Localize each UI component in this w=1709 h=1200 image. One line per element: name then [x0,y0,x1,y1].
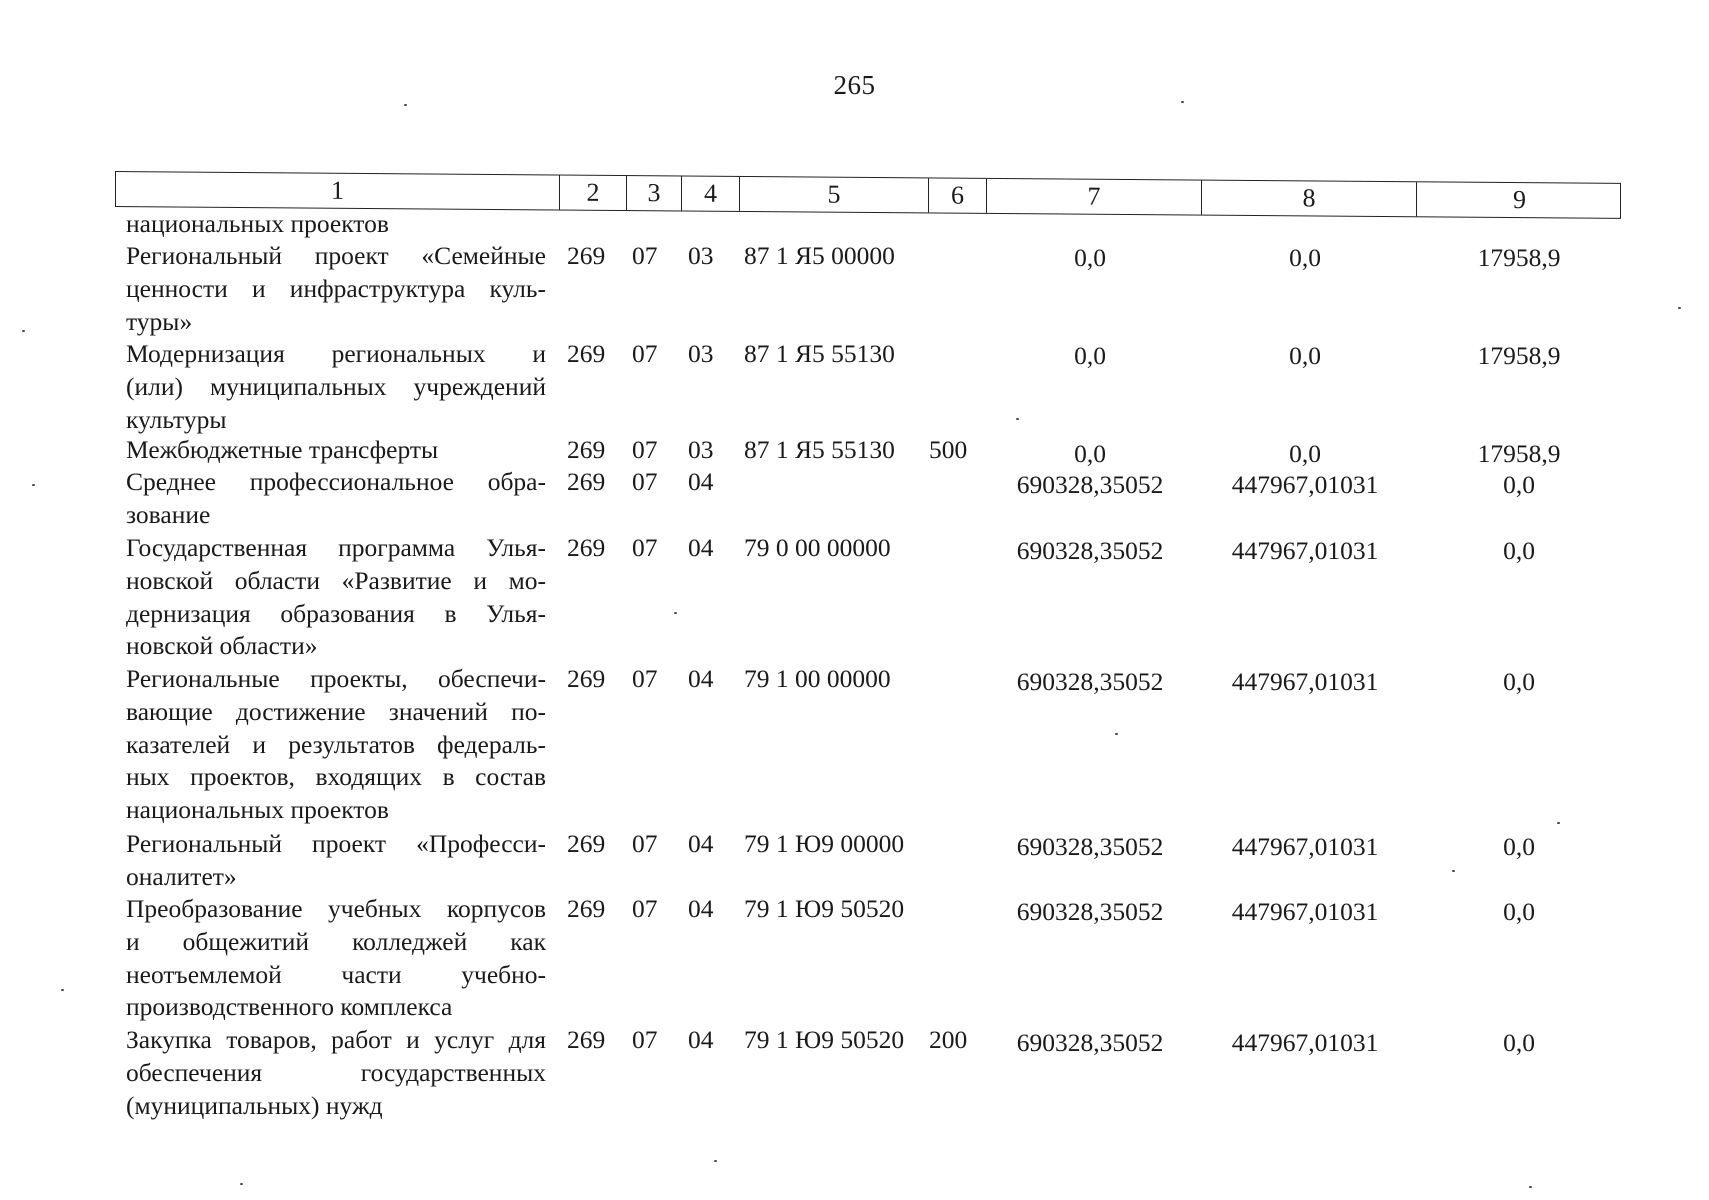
row-col-4: 04 [688,664,714,693]
row-col-2: 269 [567,435,606,464]
row-col-7: 690328,35052 [1016,1028,1164,1057]
scan-speck [61,989,64,991]
row-col-4: 04 [688,894,714,923]
row-col-7: 0,0 [1074,341,1106,370]
row-name [126,893,546,1024]
row-name-line: ценности и инфраструктура куль- [126,273,546,303]
row-col-9: 0,0 [1503,897,1535,926]
row-col-7: 690328,35052 [1016,897,1164,926]
page-number: 265 [833,70,876,100]
header-col-4: 4 [682,176,740,210]
scan-speck [1115,733,1118,735]
header-col-9: 9 [1513,184,1526,215]
row-col-8: 447967,01031 [1231,897,1379,926]
scan-speck [404,104,407,106]
row-col-6: 500 [929,435,968,464]
row-col-2: 269 [567,829,606,858]
header-col-2: 2 [560,175,627,210]
row-col-6: 200 [929,1025,968,1054]
row-col-2: 269 [567,241,606,270]
row-col-7: 690328,35052 [1016,832,1164,861]
row-col-3: 07 [632,435,658,464]
row-col-3: 07 [632,894,658,923]
row-col-8: 447967,01031 [1231,470,1379,499]
scan-speck [1016,418,1019,420]
row-name-line: вающие достижение значений по- [126,696,546,726]
scan-speck [714,1160,717,1162]
row-name-line: казателей и результатов федераль- [126,729,546,759]
row-name [126,532,546,663]
row-col-2: 269 [567,1025,606,1054]
scan-speck [1529,1186,1532,1188]
row-col-4: 04 [688,1025,714,1054]
header-col-3: 3 [627,176,682,210]
row-col-9: 0,0 [1503,1028,1535,1057]
row-col-3: 07 [632,829,658,858]
row-col-3: 07 [632,241,658,270]
row-name-line: национальных проектов [126,209,389,238]
row-col-9: 17958,9 [1477,341,1561,370]
row-col-4: 04 [688,467,714,496]
row-name-line: Среднее профессиональное обра- [126,467,546,496]
row-col-3: 07 [632,467,658,496]
row-name-line: Преобразование учебных корпусов [126,894,546,923]
row-name [126,466,546,532]
row-col-2: 269 [567,664,606,693]
row-name [126,338,546,436]
row-name-line: и общежитий колледжей как [126,926,546,956]
row-name-line: новской области» [126,631,318,661]
scan-speck [22,330,25,332]
row-name-line: Региональный проект «Семейные [126,241,546,270]
header-col-6: 6 [929,178,987,212]
row-name-line: зование [126,499,211,529]
row-col-8: 447967,01031 [1231,667,1379,696]
row-col-8: 447967,01031 [1231,832,1379,861]
row-col-3: 07 [632,1025,658,1054]
header-col-8: 8 [1202,181,1417,217]
row-name-line: Региональные проекты, обеспечи- [126,664,546,693]
row-name-line: Межбюджетные трансферты [126,435,439,464]
row-col-9: 0,0 [1503,667,1535,696]
row-name-line: неотъемлемой части учебно- [126,959,546,989]
row-name-line: ных проектов, входящих в состав [126,762,546,792]
row-col-9: 0,0 [1503,536,1535,565]
row-col-9: 0,0 [1503,832,1535,861]
row-name [126,434,546,467]
row-name-line: культуры [126,404,227,434]
row-col-2: 269 [567,339,606,368]
row-name [126,828,546,894]
row-col-5: 79 1 Ю9 50520 [744,894,905,923]
row-name-line: Региональный проект «Професси- [126,829,546,858]
row-col-5: 79 1 Ю9 00000 [744,829,905,858]
scan-speck [240,1183,243,1185]
row-col-4: 04 [688,829,714,858]
row-name-line: Государственная программа Улья- [126,533,546,562]
row-col-7: 0,0 [1074,439,1106,468]
row-col-8: 447967,01031 [1231,536,1379,565]
scan-speck [1452,870,1455,872]
row-name-line: новской области «Развитие и мо- [126,565,546,595]
header-col-7: 7 [987,179,1202,215]
header-col-5: 5 [740,177,929,212]
scan-speck [1678,307,1681,309]
header-col-1: 1 [116,172,560,209]
row-col-3: 07 [632,533,658,562]
row-col-2: 269 [567,533,606,562]
row-col-5: 87 1 Я5 55130 [744,435,895,464]
row-col-5: 79 0 00 00000 [744,533,891,562]
scan-speck [674,612,677,614]
scan-speck [32,484,35,486]
row-col-8: 0,0 [1289,341,1321,370]
row-name [126,1024,546,1122]
row-col-8: 447967,01031 [1231,1028,1379,1057]
row-col-5: 79 1 Ю9 50520 [744,1025,905,1054]
row-col-9: 17958,9 [1477,439,1561,468]
row-col-7: 690328,35052 [1016,667,1164,696]
row-col-5: 87 1 Я5 55130 [744,339,895,368]
row-name-line: туры» [126,306,193,336]
row-col-3: 07 [632,339,658,368]
row-name [126,208,546,241]
row-col-4: 03 [688,435,714,464]
row-col-8: 0,0 [1289,439,1321,468]
row-col-4: 03 [688,241,714,270]
row-col-4: 04 [688,533,714,562]
row-name-line: оналитет» [126,861,237,891]
scan-speck [1181,101,1184,103]
row-col-7: 690328,35052 [1016,536,1164,565]
scan-speck [1557,822,1560,824]
row-col-9: 0,0 [1503,470,1535,499]
row-name-line: производственного комплекса [126,992,453,1022]
row-col-7: 0,0 [1074,243,1106,272]
row-col-9: 17958,9 [1477,243,1561,272]
row-name-line: Модернизация региональных и [126,339,546,368]
row-col-3: 07 [632,664,658,693]
row-name-line: национальных проектов [126,795,389,825]
row-col-8: 0,0 [1289,243,1321,272]
row-col-2: 269 [567,894,606,923]
row-col-5: 87 1 Я5 00000 [744,241,895,270]
row-name [126,240,546,338]
row-name-line: дернизация образования в Улья- [126,598,546,628]
row-name [126,663,546,827]
row-col-5: 79 1 00 00000 [744,664,891,693]
row-col-7: 690328,35052 [1016,470,1164,499]
row-name-line: (или) муниципальных учреждений [126,371,546,401]
row-name-line: обеспечения государственных [126,1057,546,1087]
row-col-4: 03 [688,339,714,368]
row-name-line: Закупка товаров, работ и услуг для [126,1025,546,1054]
row-name-line: (муниципальных) нужд [126,1090,383,1120]
row-col-2: 269 [567,467,606,496]
